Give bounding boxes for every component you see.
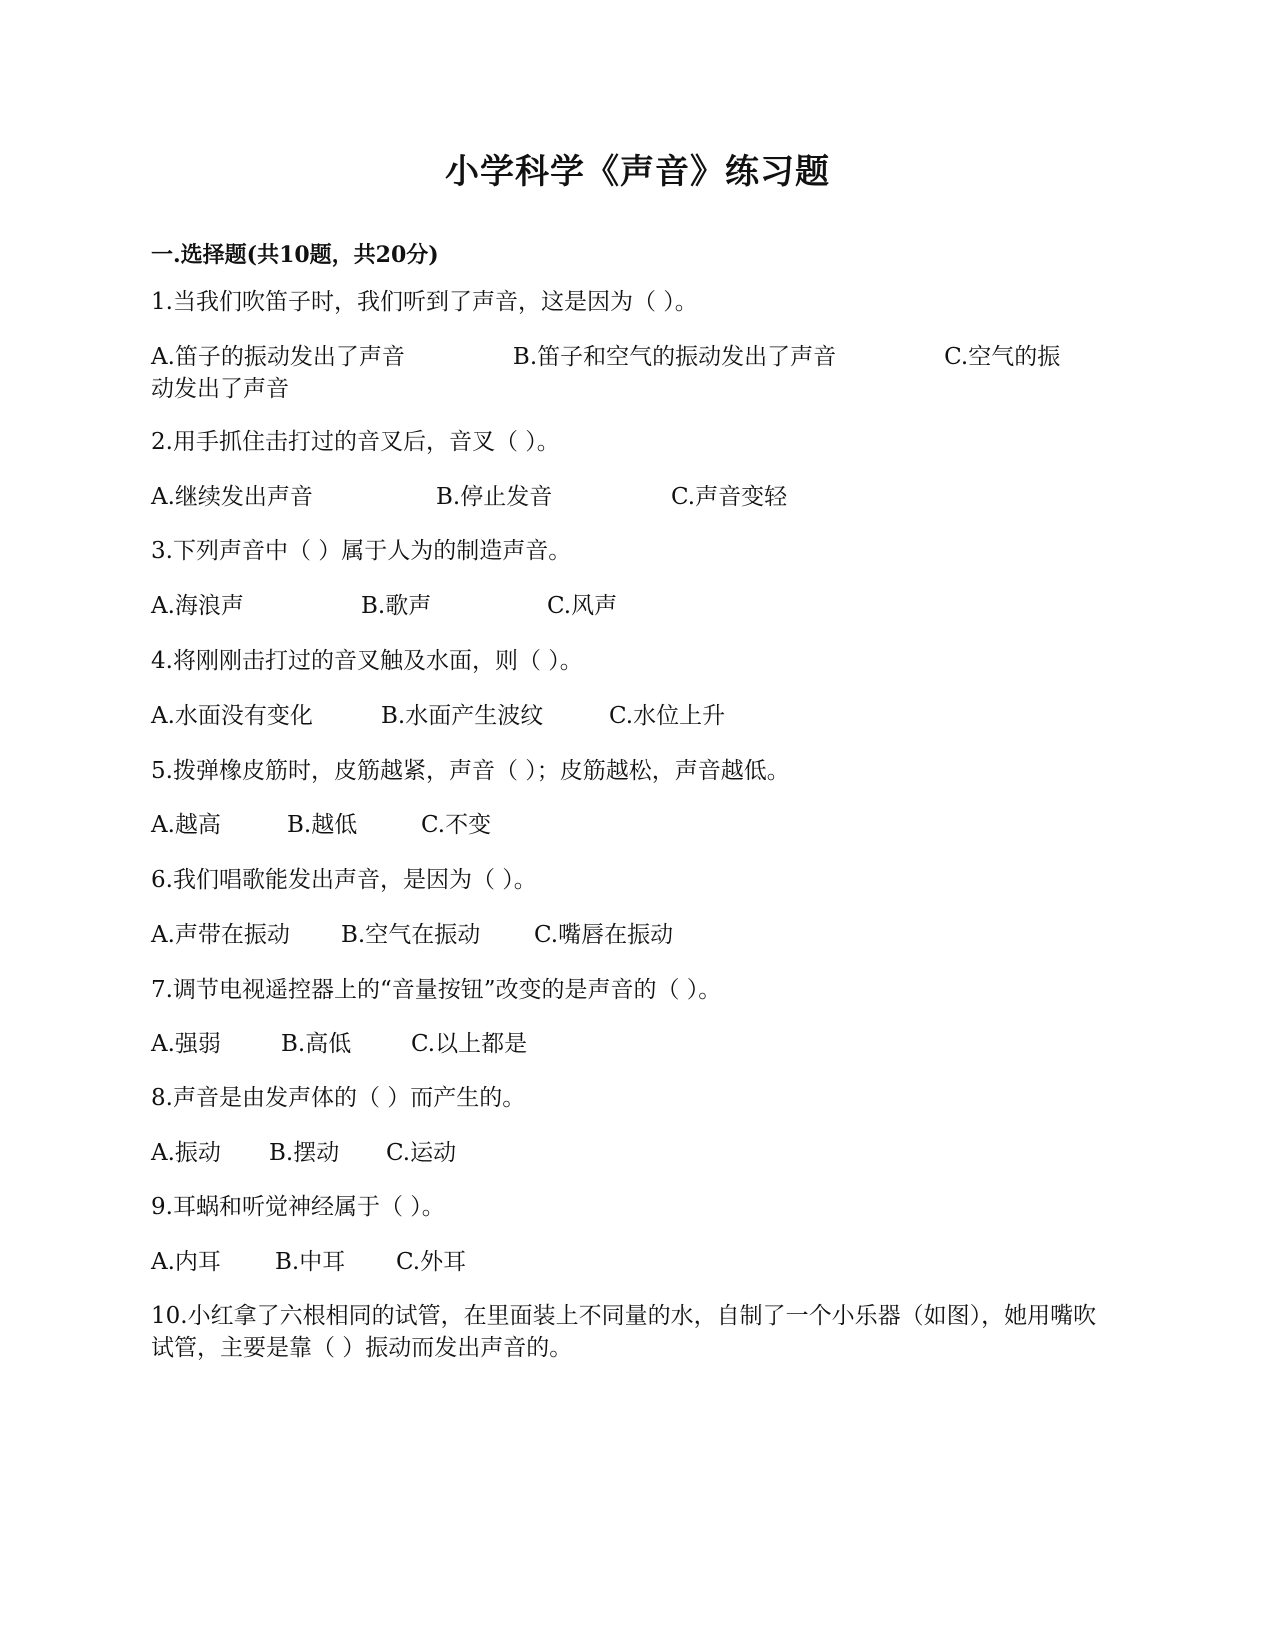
question-4-option-a: A.水面没有变化 [151,703,313,729]
question-6-stem: 6.我们唱歌能发出声音，是因为（ ）。 [151,867,537,893]
question-1-stem: 1.当我们吹笛子时，我们听到了声音，这是因为（ ）。 [151,289,698,315]
question-1-option-b: B.笛子和空气的振动发出了声音 [512,344,837,370]
question-6-option-b: B.空气在振动 [341,922,481,948]
question-7-option-b: B.高低 [281,1031,352,1057]
question-8-option-a: A.振动 [151,1140,221,1166]
question-1-option-c: C.空气的振动发出了声音 [151,344,1061,402]
question-2-stem: 2.用手抓住击打过的音叉后，音叉（ ）。 [151,429,560,455]
question-7-option-a: A.强弱 [151,1031,221,1057]
question-8-stem: 8.声音是由发声体的（ ）而产生的。 [151,1085,526,1111]
question-9-option-a: A.内耳 [151,1249,221,1275]
question-8-option-b: B.摆动 [269,1140,340,1166]
question-2-option-c: C.声音变轻 [671,484,788,510]
question-2-option-a: A.继续发出声音 [151,484,313,510]
question-1-option-a: A.笛子的振动发出了声音 [151,344,405,370]
question-9-option-b: B.中耳 [275,1249,346,1275]
question-5-option-a: A.越高 [151,812,221,838]
question-3-stem: 3.下列声音中（ ）属于人为的制造声音。 [151,538,572,564]
page-title: 小学科学《声音》练习题 [445,152,830,192]
question-4-option-b: B.水面产生波纹 [381,703,544,729]
question-5-stem: 5.拨弹橡皮筋时，皮筋越紧，声音（ ）；皮筋越松，声音越低。 [151,758,790,784]
question-3-option-b: B.歌声 [361,593,432,619]
question-3-option-a: A.海浪声 [151,593,244,619]
question-1-options [151,341,1081,405]
question-7-option-c: C.以上都是 [411,1031,528,1057]
question-10-stem: 10.小红拿了六根相同的试管，在里面装上不同量的水，自制了一个小乐器（如图），她用嘴吹试管，主要是靠（ ）振动而发出声音的。 [151,1303,1097,1361]
question-9-stem: 9.耳蜗和听觉神经属于（ ）。 [151,1194,445,1220]
question-7-stem: 7.调节电视遥控器上的“音量按钮”改变的是声音的（ ）。 [151,977,722,1003]
question-3-option-c: C.风声 [547,593,618,619]
question-2-option-b: B.停止发音 [436,484,553,510]
question-6-option-c: C.嘴唇在振动 [534,922,674,948]
question-8-option-c: C.运动 [386,1140,457,1166]
question-9-option-c: C.外耳 [396,1249,467,1275]
section-heading: 一.选择题(共10题，共20分) [151,242,439,268]
question-6-option-a: A.声带在振动 [151,922,290,948]
question-4-stem: 4.将刚刚击打过的音叉触及水面，则（ ）。 [151,648,583,674]
question-5-option-b: B.越低 [287,812,358,838]
question-4-option-c: C.水位上升 [609,703,726,729]
question-5-option-c: C.不变 [421,812,492,838]
